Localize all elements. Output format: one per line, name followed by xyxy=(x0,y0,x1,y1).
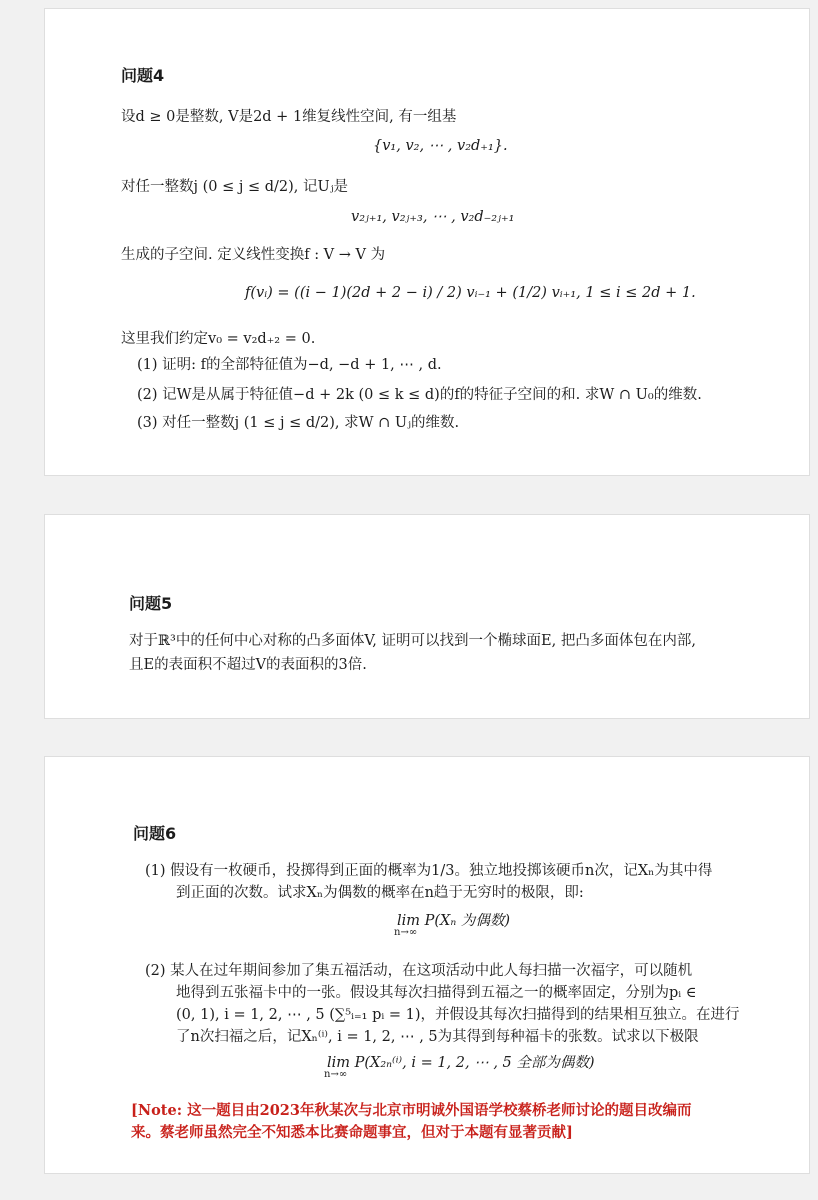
problem-4-f-def: 生成的子空间. 定义线性变换f : V → V 为 xyxy=(121,247,386,263)
problem-6-limit-1-subscript: n→∞ xyxy=(394,927,418,938)
problem-5-line-2: 且E的表面积不超过V的表面积的3倍. xyxy=(129,657,367,673)
problem-4-item-1: (1) 证明: f的全部特征值为−d, −d + 1, ⋯ , d. xyxy=(137,357,442,373)
problem-6-title: 问题6 xyxy=(133,824,177,843)
problem-6-part-2-line-1: (2) 某人在过年期间参加了集五福活动，在这项活动中此人每扫描一次福字，可以随机 xyxy=(145,963,693,979)
problem-6-note-line-2: 来。蔡老师虽然完全不知悉本比赛命题事宜，但对于本题有显著贡献] xyxy=(131,1124,573,1141)
problem-6-part-2-line-2: 地得到五张福卡中的一张。假设其每次扫描得到五福之一的概率固定，分别为pᵢ ∈ xyxy=(176,985,697,1001)
problem-6-limit-2-subscript: n→∞ xyxy=(324,1069,348,1080)
problem-4-item-3: (3) 对任一整数j (1 ≤ j ≤ d/2), 求W ∩ Uⱼ的维数. xyxy=(137,415,460,431)
problem-6-part-1-line-2: 到正面的次数。试求Xₙ为偶数的概率在n趋于无穷时的极限，即: xyxy=(176,885,584,901)
problem-4-f-formula: f(vᵢ) = ((i − 1)(2d + 2 − i) / 2) vᵢ₋₁ + (1/2) vᵢ₊₁, 1 ≤ i ≤ 2d + 1. xyxy=(245,285,696,301)
problem-4-intro: 设d ≥ 0是整数, V是2d + 1维复线性空间, 有一组基 xyxy=(121,109,457,125)
problem-4-basis: {v₁, v₂, ⋯ , v₂d₊₁}. xyxy=(373,138,508,154)
problem-6-part-1-line-1: (1) 假设有一枚硬币，投掷得到正面的概率为1/3。独立地投掷该硬币n次，记Xₙ为其中得 xyxy=(145,863,713,879)
problem-4-item-2: (2) 记W是从属于特征值−d + 2k (0 ≤ k ≤ d)的f的特征子空间的和. 求W ∩ U₀的维数. xyxy=(137,387,702,403)
problem-5-card xyxy=(44,514,810,719)
problem-4-title: 问题4 xyxy=(121,66,165,85)
problem-4-card xyxy=(44,8,810,476)
problem-6-note-line-1: [Note: 这一题目由2023年秋某次与北京市明诚外国语学校蔡桥老师讨论的题目改编而 xyxy=(131,1102,692,1119)
problem-6-limit-1: lim P(Xₙ 为偶数) xyxy=(397,913,511,929)
problem-6-part-2-line-4: 了n次扫福之后，记Xₙ⁽ⁱ⁾, i = 1, 2, ⋯ , 5为其得到每种福卡的张数。试求以下极限 xyxy=(176,1029,699,1045)
problem-6-limit-2: lim P(X₂ₙ⁽ⁱ⁾, i = 1, 2, ⋯ , 5 全部为偶数) xyxy=(327,1055,595,1071)
problem-5-title: 问题5 xyxy=(129,594,173,613)
problem-4-convention: 这里我们约定v₀ = v₂d₊₂ = 0. xyxy=(121,331,316,347)
problem-4-uj-span: v₂ⱼ₊₁, v₂ⱼ₊₃, ⋯ , v₂d₋₂ⱼ₊₁ xyxy=(351,209,515,225)
problem-6-card xyxy=(44,756,810,1174)
problem-6-part-2-line-3: (0, 1), i = 1, 2, ⋯ , 5 (∑⁵ᵢ₌₁ pᵢ = 1)，并假设其每次扫描得到的结果相互独立。在进行 xyxy=(176,1007,740,1023)
problem-5-line-1: 对于ℝ³中的任何中心对称的凸多面体V, 证明可以找到一个椭球面E, 把凸多面体包在内部, xyxy=(129,633,696,649)
problem-4-uj-def: 对任一整数j (0 ≤ j ≤ d/2), 记Uⱼ是 xyxy=(121,179,349,195)
